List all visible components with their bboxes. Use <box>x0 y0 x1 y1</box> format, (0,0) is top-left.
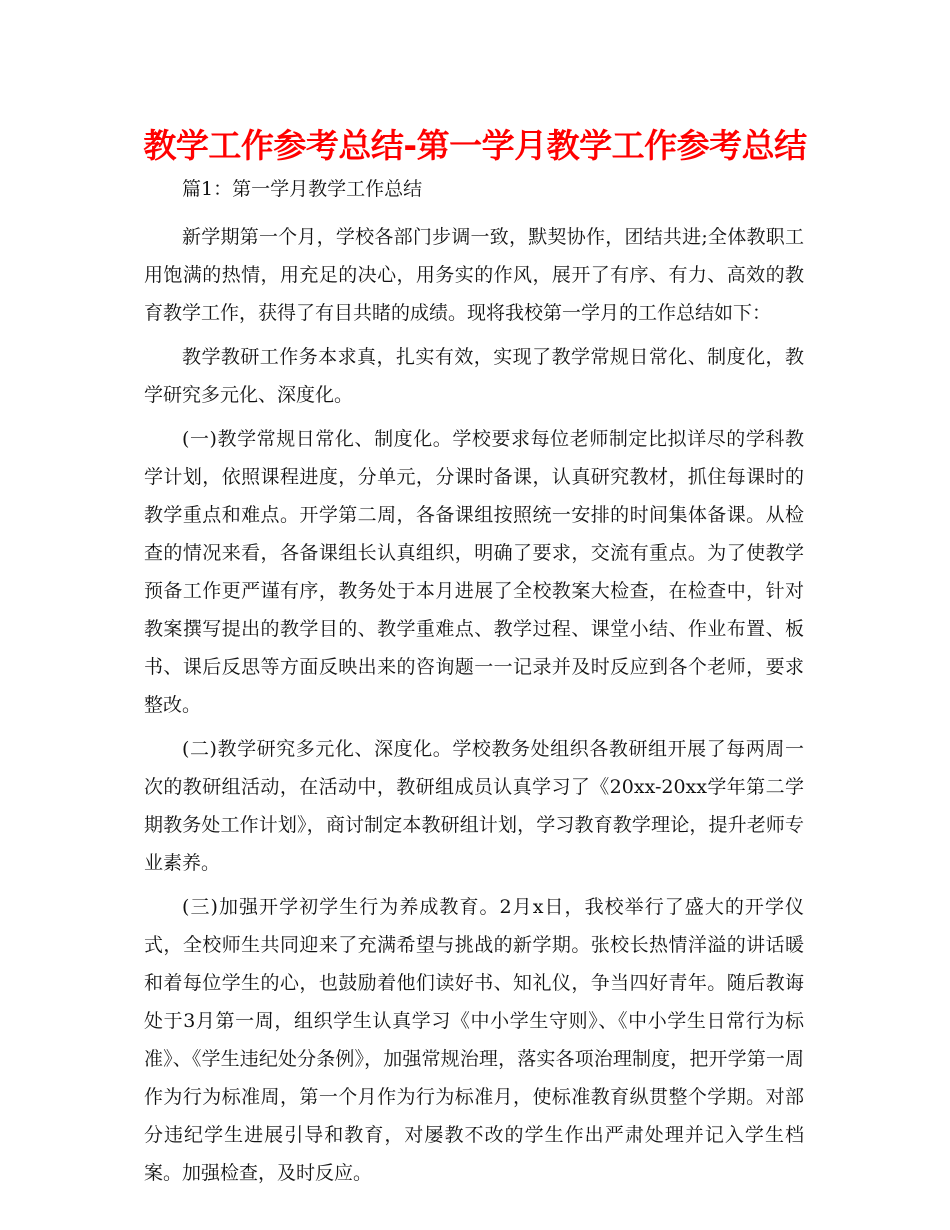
paragraph-section-2: (二)教学研究多元化、深度化。学校教务处组织各教研组开展了每两周一次的教研组活动，在活动中，教研组成员认真学习了《20xx-20xx学年第二学期教务处工作计划》，商讨制定本教研组计划，学习教育教学理论，提升老师专业素养。 <box>144 738 804 874</box>
paragraph-overview: 教学教研工作务本求真，扎实有效，实现了教学常规日常化、制度化，教学研究多元化、深度化。 <box>144 346 804 406</box>
paragraph-section-3: (三)加强开学初学生行为养成教育。2月x日，我校举行了盛大的开学仪式，全校师生共同迎来了充满希望与挑战的新学期。张校长热情洋溢的讲话暖和着每位学生的心，也鼓励着他们读好书、知礼仪，争当四好青年。随后教诲处于3月第一周，组织学生认真学习《中小学生守则》、《中小学生日常行为标准》、《学生违纪处分条例》，加强常规治理，落实各项治理制度，把开学第一周作为行为标准周，第一个月作为行为标准月，使标准教育纵贯整个学期。对部分违纪学生进展引导和教育，对屡教不改的学生作出严肃处理并记入学生档案。加强检查，及时反应。 <box>144 896 804 1184</box>
paragraph-intro: 新学期第一个月，学校各部门步调一致，默契协作，团结共进;全体教职工用饱满的热情，用充足的决心，用务实的作风，展开了有序、有力、高效的教育教学工作，获得了有目共睹的成绩。现将我校第一学月的工作总结如下： <box>144 226 804 324</box>
document-body <box>144 170 804 1198</box>
document-title: 教学工作参考总结-第一学月教学工作参考总结 <box>143 126 807 165</box>
section-subtitle: 篇1：第一学月教学工作总结 <box>182 178 423 200</box>
paragraph-section-1: (一)教学常规日常化、制度化。学校要求每位老师制定比拟详尽的学科教学计划，依照课程进度，分单元，分课时备课，认真研究教材，抓住每课时的教学重点和难点。开学第二周，各备课组按照统一安排的时间集体备课。从检查的情况来看，各备课组长认真组织，明确了要求，交流有重点。为了使教学预备工作更严谨有序，教务处于本月进展了全校教案大检查，在检查中，针对教案撰写提出的教学目的、教学重难点、教学过程、课堂小结、作业布置、板书、课后反思等方面反映出来的咨询题一一记录并及时反应到各个老师，要求整改。 <box>144 428 804 716</box>
